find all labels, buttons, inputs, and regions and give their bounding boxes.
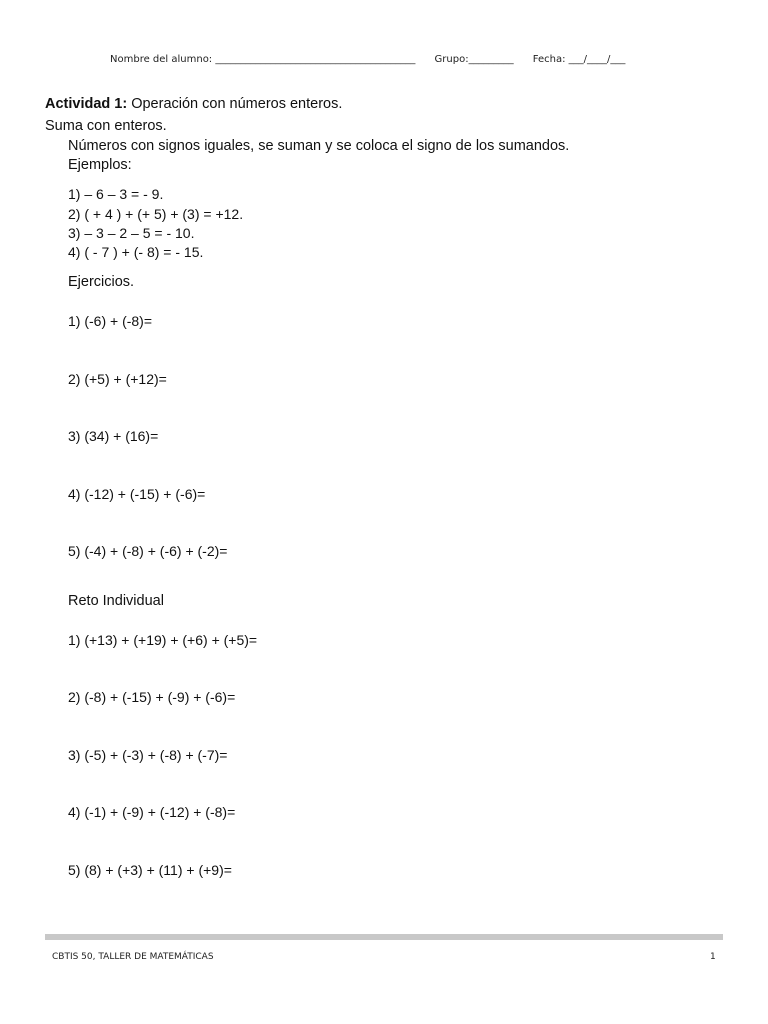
exercise-item: 2) (+5) + (+12)= [68, 371, 167, 387]
challenge-item: 3) (-5) + (-3) + (-8) + (-7)= [68, 747, 228, 763]
group-field: Grupo:_________ [434, 54, 514, 65]
activity-subtitle: Suma con enteros. [45, 118, 167, 134]
date-field: Fecha: ___/____/___ [532, 54, 626, 65]
footer-divider [45, 934, 723, 940]
challenge-item: 2) (-8) + (-15) + (-9) + (-6)= [68, 689, 236, 705]
challenge-item: 4) (-1) + (-9) + (-12) + (-8)= [68, 804, 236, 820]
examples-heading: Ejemplos: [68, 157, 132, 173]
page-number: 1 [710, 952, 716, 962]
example-item: 2) ( + 4 ) + (+ 5) + (3) = +12. [68, 206, 244, 222]
challenge-item: 5) (8) + (+3) + (11) + (+9)= [68, 862, 232, 878]
challenge-item: 1) (+13) + (+19) + (+6) + (+5)= [68, 632, 258, 648]
exercise-item: 4) (-12) + (-15) + (-6)= [68, 486, 206, 502]
footer-title: CBTIS 50, TALLER DE MATEMÁTICAS [52, 952, 214, 962]
example-item: 4) ( - 7 ) + (- 8) = - 15. [68, 244, 204, 260]
exercises-heading: Ejercicios. [68, 274, 135, 290]
example-item: 3) – 3 – 2 – 5 = - 10. [68, 225, 195, 241]
rule-text: Números con signos iguales, se suman y se coloca el signo de los sumandos. [68, 138, 570, 154]
exercise-item: 3) (34) + (16)= [68, 428, 159, 444]
activity-title [45, 96, 342, 112]
exercise-item: 1) (-6) + (-8)= [68, 313, 153, 329]
student-info-header [110, 54, 625, 65]
activity-title-text: Operación con números enteros. [127, 96, 343, 112]
exercise-item: 5) (-4) + (-8) + (-6) + (-2)= [68, 543, 228, 559]
activity-title-label: Actividad 1: [45, 96, 128, 112]
example-item: 1) – 6 – 3 = - 9. [68, 186, 164, 202]
challenge-heading: Reto Individual [68, 593, 164, 609]
student-name-field: Nombre del alumno: ________________________________________ [110, 54, 416, 65]
